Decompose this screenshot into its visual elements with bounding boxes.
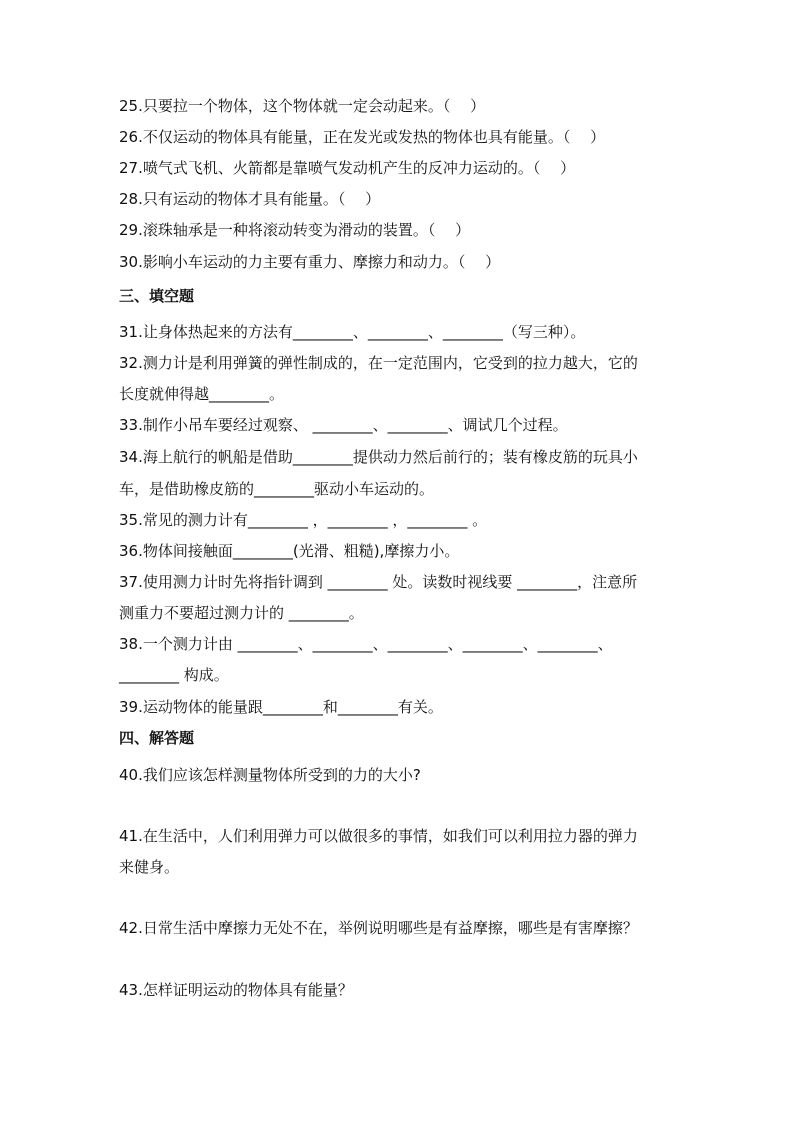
question-34-line-2: 车，是借助橡皮筋的________驱动小车运动的。 xyxy=(119,480,435,498)
question-38-line-2: ________ 构成。 xyxy=(119,666,229,684)
question-30: 30.影响小车运动的力主要有重力、摩擦力和动力。（ ） xyxy=(119,253,501,271)
question-43: 43.怎样证明运动的物体具有能量？ xyxy=(119,981,353,999)
section-heading-answer: 四、解答题 xyxy=(119,729,195,747)
question-41-line-1: 41.在生活中，人们利用弹力可以做很多的事情，如我们可以利用拉力器的弹力 xyxy=(119,827,638,845)
question-29: 29.滚珠轴承是一种将滚动转变为滑动的装置。（ ） xyxy=(119,221,471,239)
question-28: 28.只有运动的物体才具有能量。（ ） xyxy=(119,190,381,208)
question-41-line-2: 来健身。 xyxy=(119,858,180,876)
question-34-line-1: 34.海上航行的帆船是借助________提供动力然后前行的；装有橡皮筋的玩具小 xyxy=(119,448,638,466)
question-37-line-2: 测重力不要超过测力计的 ________。 xyxy=(119,604,364,622)
section-heading-fill-blank: 三、填空题 xyxy=(119,287,195,305)
question-26: 26.不仅运动的物体具有能量，正在发光或发热的物体也具有能量。（ ） xyxy=(119,128,606,146)
question-38-line-1: 38.一个测力计由 ________、________、________、________、________、 xyxy=(119,635,613,653)
question-25: 25.只要拉一个物体，这个物体就一定会动起来。（ ） xyxy=(119,97,486,115)
question-33: 33.制作小吊车要经过观察、 ________、________、调试几个过程。 xyxy=(119,416,568,434)
question-36: 36.物体间接触面________(光滑、粗糙),摩擦力小。 xyxy=(119,542,460,560)
question-31: 31.让身体热起来的方法有________、________、________（写三种）。 xyxy=(119,323,586,341)
question-27: 27.喷气式飞机、火箭都是靠喷气发动机产生的反冲力运动的。（ ） xyxy=(119,159,576,177)
question-32-line-2: 长度就伸得越________。 xyxy=(119,385,285,403)
question-39: 39.运动物体的能量跟________和________有关。 xyxy=(119,698,443,716)
question-40: 40.我们应该怎样测量物体所受到的力的大小? xyxy=(119,766,421,784)
question-32-line-1: 32.测力计是利用弹簧的弹性制成的，在一定范围内，它受到的拉力越大，它的 xyxy=(119,354,638,372)
question-35: 35.常见的测力计有________ ，________ ，________ 。 xyxy=(119,511,488,529)
question-42: 42.日常生活中摩擦力无处不在，举例说明哪些是有益摩擦，哪些是有害摩擦？ xyxy=(119,919,638,937)
question-37-line-1: 37.使用测力计时先将指针调到 ________ 处。读数时视线要 ________，注意所 xyxy=(119,573,638,591)
